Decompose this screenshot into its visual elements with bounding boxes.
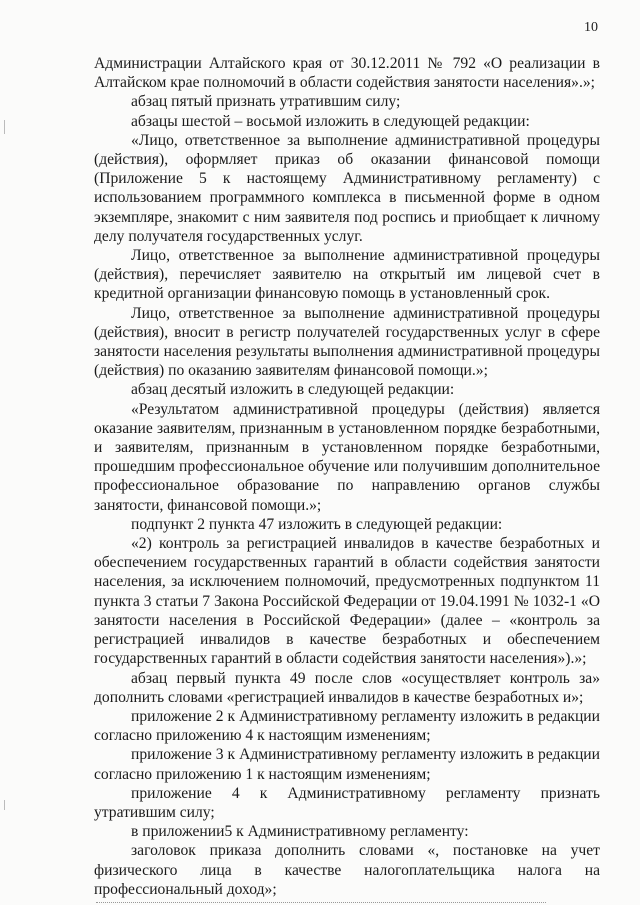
document-body	[94, 54, 600, 899]
paragraph: заголовок приказа дополнить словами «, постановке на учет физического лица в качестве налогоплательщика налога на профессиональный доход»;	[94, 842, 600, 898]
paragraph: приложение 4 к Административному регламенту признать утратившим силу;	[94, 784, 600, 821]
paragraph: «Лицо, ответственное за выполнение административной процедуры (действия), оформляет приказ об оказании финансовой помощи (Приложение 5 к настоящему Административному регламенту) с использованием программного комплекса в письменной форме в одном экземпляре, знакомит с ним заявителя под роспись и приобщает к личному делу получателя государственных услуг.	[94, 131, 600, 245]
paragraph: подпункт 2 пункта 47 изложить в следующей редакции:	[131, 515, 503, 533]
bottom-rule	[96, 901, 546, 903]
paragraph: абзацы шестой – восьмой изложить в следующей редакции:	[131, 112, 530, 130]
paragraph: в приложении5 к Административному регламенту:	[131, 823, 469, 841]
page-number: 10	[584, 20, 598, 35]
paragraph: приложение 3 к Административному регламенту изложить в редакции согласно приложению 1 к настоящим изменениям;	[94, 746, 600, 783]
scan-artifact	[4, 800, 5, 810]
paragraph: Лицо, ответственное за выполнение административной процедуры (действия), вносит в регистр получателей государственных услуг в сфере занятости населения результаты выполнения административной процедуры (действия) по оказанию заявителям финансовой помощи.»;	[94, 304, 600, 380]
paragraph: Администрации Алтайского края от 30.12.2011 № 792 «О реализации в Алтайском крае полномочий в области содействия занятости населения».»;	[94, 55, 600, 92]
paragraph: абзац первый пункта 49 после слов «осуществляет контроль за» дополнить словами «регистрацией инвалидов в качестве безработных и»;	[94, 669, 600, 706]
paragraph: абзац десятый изложить в следующей редакции:	[131, 381, 455, 399]
paragraph: абзац пятый признать утратившим силу;	[131, 93, 401, 111]
paragraph: Лицо, ответственное за выполнение административной процедуры (действия), перечисляет заявителю на открытый им лицевой счет в кредитной организации финансовую помощь в установленный срок.	[94, 247, 600, 303]
scan-artifact	[4, 120, 5, 134]
paragraph: «Результатом административной процедуры (действия) является оказание заявителям, признанным в установленном порядке безработными, и заявителям, признанным в установленном порядке безработными, прошедшим профессиональное обучение или получившим дополнительное профессиональное образование по направлению органов службы занятости, финансовой помощи.»;	[94, 400, 600, 514]
paragraph: приложение 2 к Административному регламенту изложить в редакции согласно приложению 4 к настоящим изменениям;	[94, 707, 600, 745]
paragraph: «2) контроль за регистрацией инвалидов в качестве безработных и обеспечением государственных гарантий в области содействия занятости населения, за исключением полномочий, предусмотренных подпунктом 11 пункта 3 статьи 7 Закона Российской Федерации от 19.04.1991 № 1032-1 «О занятости населения в Российской Федерации» (далее – «контроль за регистрацией инвалидов в качестве безработных и обеспечением государственных гарантий в области содействия занятости населения»).»;	[94, 535, 600, 668]
